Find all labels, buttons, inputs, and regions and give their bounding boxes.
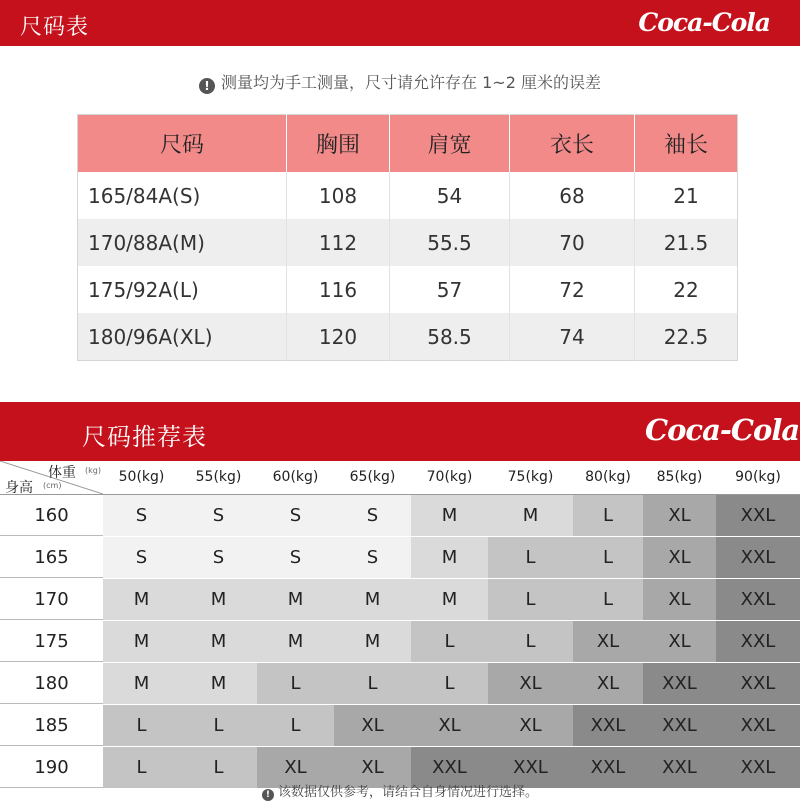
footnote: [0, 781, 800, 801]
recommended-size-cell: XXL: [573, 747, 643, 788]
recommended-size-cell: XL: [488, 705, 573, 746]
col-header-sleeve: 袖长: [635, 115, 738, 173]
size-cell: 180/96A(XL): [78, 313, 287, 361]
recommended-size-cell: L: [180, 747, 257, 788]
col-header-length: 衣长: [510, 115, 635, 173]
height-label: 180: [0, 663, 103, 704]
recommended-size-cell: M: [411, 537, 488, 578]
rec-row: [0, 705, 800, 747]
size-chart-header: [0, 0, 800, 46]
recommended-size-cell: L: [257, 663, 334, 704]
recommended-size-cell: XL: [334, 747, 411, 788]
recommended-size-cell: M: [334, 579, 411, 620]
recommended-size-cell: XXL: [643, 747, 716, 788]
size-table-row: [78, 313, 738, 361]
corner-cell: [0, 461, 103, 494]
recommended-size-cell: XL: [643, 579, 716, 620]
recommended-size-cell: L: [257, 705, 334, 746]
recommended-size-cell: L: [411, 663, 488, 704]
col-header-size: 尺码: [78, 115, 287, 173]
rec-row: [0, 579, 800, 621]
recommended-size-cell: XL: [573, 621, 643, 662]
recommended-size-cell: L: [334, 663, 411, 704]
recommended-size-cell: L: [488, 579, 573, 620]
recommended-size-cell: L: [103, 705, 180, 746]
recommended-size-cell: M: [411, 495, 488, 536]
recommended-size-cell: XL: [573, 663, 643, 704]
recommended-size-cell: XXL: [716, 579, 800, 620]
size-table: [77, 114, 738, 361]
recommended-size-cell: L: [103, 747, 180, 788]
recommended-size-cell: XL: [643, 495, 716, 536]
footnote-text: 该数据仅供参考，请结合自身情况进行选择。: [277, 785, 538, 800]
recommended-size-cell: M: [103, 579, 180, 620]
size-recommend-header: [0, 402, 800, 461]
recommended-size-cell: XXL: [411, 747, 488, 788]
recommended-size-cell: XXL: [716, 663, 800, 704]
recommended-size-cell: L: [488, 621, 573, 662]
recommended-size-cell: XL: [411, 705, 488, 746]
measurement-cell: 58.5: [390, 313, 510, 361]
size-cell: 175/92A(L): [78, 266, 287, 313]
size-table-header-row: [78, 115, 738, 173]
measurement-cell: 112: [287, 219, 390, 266]
recommended-size-cell: XL: [334, 705, 411, 746]
size-chart-title: 尺码表: [20, 15, 90, 40]
height-label: 185: [0, 705, 103, 746]
weight-column-header: 50(kg): [118, 469, 165, 485]
weight-column-header: 65(kg): [349, 469, 396, 485]
recommended-size-cell: M: [180, 621, 257, 662]
recommended-size-cell: M: [257, 621, 334, 662]
height-label: 160: [0, 495, 103, 536]
rec-row: [0, 537, 800, 579]
recommended-size-cell: XXL: [643, 705, 716, 746]
notice-text: 测量均为手工测量，尺寸请允许存在 1~2 厘米的误差: [221, 73, 601, 92]
recommended-size-cell: XXL: [716, 747, 800, 788]
size-cell: 165/84A(S): [78, 172, 287, 219]
size-table-row: [78, 266, 738, 313]
weight-column-header: 90(kg): [735, 469, 781, 485]
col-header-shoulder: 肩宽: [390, 115, 510, 173]
height-label: 170: [0, 579, 103, 620]
recommended-size-cell: M: [180, 579, 257, 620]
weight-unit: (kg): [85, 466, 101, 475]
measurement-cell: 70: [510, 219, 635, 266]
weight-column-header: 55(kg): [195, 469, 242, 485]
weight-column-header: 60(kg): [272, 469, 319, 485]
recommended-size-cell: M: [411, 579, 488, 620]
weight-column-header: 80(kg): [585, 469, 631, 485]
recommended-size-cell: M: [334, 621, 411, 662]
recommended-size-cell: XXL: [573, 705, 643, 746]
recommended-size-cell: M: [180, 663, 257, 704]
recommended-size-cell: XXL: [716, 495, 800, 536]
coca-cola-logo: Coca-Cola: [638, 8, 770, 37]
size-recommend-table: [0, 461, 800, 789]
recommended-size-cell: S: [334, 495, 411, 536]
size-table-row: [78, 172, 738, 219]
recommended-size-cell: XXL: [716, 621, 800, 662]
warning-icon: !: [262, 789, 274, 801]
measurement-cell: 22: [635, 266, 738, 313]
measurement-notice: [0, 70, 800, 94]
recommended-size-cell: XL: [643, 621, 716, 662]
height-unit: (cm): [43, 481, 62, 490]
measurement-cell: 74: [510, 313, 635, 361]
height-label: 175: [0, 621, 103, 662]
height-label: 165: [0, 537, 103, 578]
recommended-size-cell: S: [257, 537, 334, 578]
measurement-cell: 21: [635, 172, 738, 219]
measurement-cell: 68: [510, 172, 635, 219]
recommended-size-cell: S: [180, 495, 257, 536]
measurement-cell: 21.5: [635, 219, 738, 266]
recommended-size-cell: S: [103, 495, 180, 536]
weight-column-header: 75(kg): [507, 469, 554, 485]
recommended-size-cell: XL: [643, 537, 716, 578]
recommended-size-cell: L: [573, 495, 643, 536]
measurement-cell: 116: [287, 266, 390, 313]
size-table-row: [78, 219, 738, 266]
weight-column-header: 70(kg): [426, 469, 473, 485]
weight-axis-label: 体重: [48, 465, 76, 481]
size-cell: 170/88A(M): [78, 219, 287, 266]
recommended-size-cell: L: [573, 579, 643, 620]
col-header-chest: 胸围: [287, 115, 390, 173]
recommended-size-cell: L: [180, 705, 257, 746]
warning-icon: !: [199, 78, 215, 94]
recommended-size-cell: XXL: [643, 663, 716, 704]
recommended-size-cell: M: [488, 495, 573, 536]
measurement-cell: 55.5: [390, 219, 510, 266]
weight-column-header: 85(kg): [656, 469, 703, 485]
height-label: 190: [0, 747, 103, 788]
recommended-size-cell: S: [334, 537, 411, 578]
recommended-size-cell: L: [573, 537, 643, 578]
recommended-size-cell: XL: [488, 663, 573, 704]
recommended-size-cell: XXL: [716, 537, 800, 578]
recommended-size-cell: S: [103, 537, 180, 578]
measurement-cell: 57: [390, 266, 510, 313]
recommended-size-cell: S: [257, 495, 334, 536]
rec-row: [0, 663, 800, 705]
measurement-cell: 120: [287, 313, 390, 361]
measurement-cell: 54: [390, 172, 510, 219]
recommended-size-cell: L: [411, 621, 488, 662]
rec-row: [0, 495, 800, 537]
size-recommend-title: 尺码推荐表: [82, 423, 207, 451]
recommended-size-cell: S: [180, 537, 257, 578]
rec-row: [0, 621, 800, 663]
recommended-size-cell: L: [488, 537, 573, 578]
measurement-cell: 72: [510, 266, 635, 313]
measurement-cell: 22.5: [635, 313, 738, 361]
recommended-size-cell: M: [103, 663, 180, 704]
recommended-size-cell: XXL: [488, 747, 573, 788]
recommended-size-cell: M: [257, 579, 334, 620]
measurement-cell: 108: [287, 172, 390, 219]
recommended-size-cell: XXL: [716, 705, 800, 746]
height-axis-label: 身高: [5, 480, 33, 494]
recommended-size-cell: XL: [257, 747, 334, 788]
recommended-size-cell: M: [103, 621, 180, 662]
coca-cola-logo: Coca-Cola: [645, 413, 800, 447]
rec-header-row: [0, 461, 800, 495]
